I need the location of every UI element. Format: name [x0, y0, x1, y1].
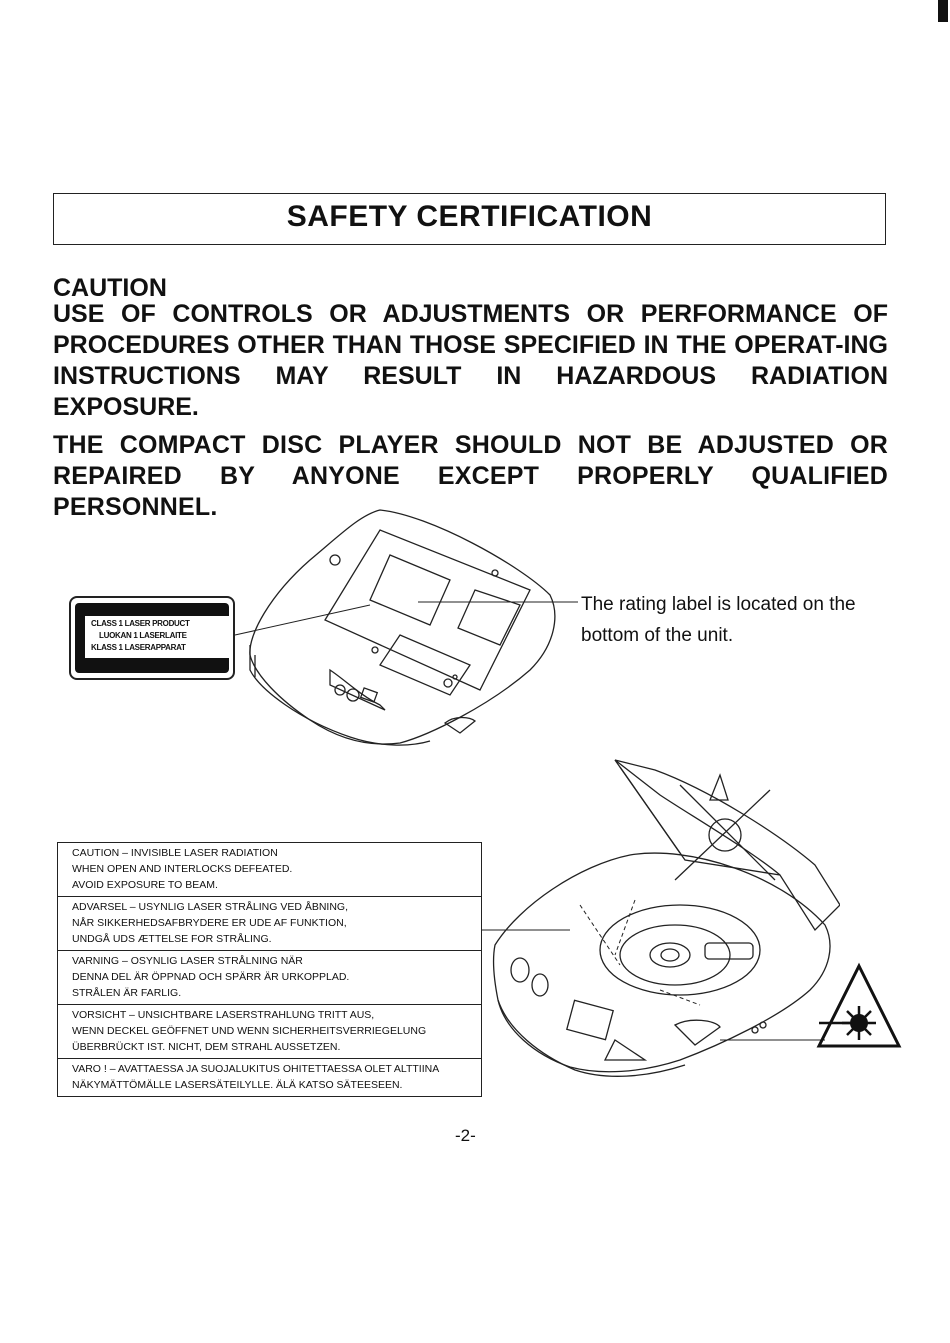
warning-line: DENNA DEL ÄR ÖPPNAD OCH SPÄRR ÄR URKOPPLAD. [72, 971, 350, 983]
warning-line: AVOID EXPOSURE TO BEAM. [72, 879, 218, 891]
warning-cell [58, 897, 482, 951]
warning-line: VARNING – OSYNLIG LASER STRÅLNING NÄR [72, 955, 303, 967]
table-row [58, 1005, 482, 1059]
page-number: -2- [455, 1126, 476, 1145]
warning-line: NÅR SIKKERHEDSAFBRYDERE ER UDE AF FUNKTION, [72, 917, 347, 929]
adjust-warning: THE COMPACT DISC PLAYER SHOULD NOT BE ADJUSTED OR REPAIRED BY ANYONE EXCEPT PROPERLY QUALIFIED PERSONNEL. [53, 431, 888, 521]
table-row [58, 843, 482, 897]
laser-label-line: CLASS 1 LASER PRODUCT [91, 619, 190, 628]
warning-line: VORSICHT – UNSICHTBARE LASERSTRAHLUNG TRITT AUS, [72, 1009, 375, 1021]
warning-line: WHEN OPEN AND INTERLOCKS DEFEATED. [72, 863, 293, 875]
caution-heading: CAUTION [53, 274, 167, 302]
player-bottom-illustration [230, 505, 590, 750]
warning-line: CAUTION – INVISIBLE LASER RADIATION [72, 847, 278, 859]
table-row [58, 1059, 482, 1097]
laser-label-text-area [85, 616, 231, 658]
warning-line: WENN DECKEL GEÖFFNET UND WENN SICHERHEITSVERRIEGELUNG [72, 1025, 427, 1037]
warning-cell [58, 1059, 482, 1097]
page-title: SAFETY CERTIFICATION [286, 200, 653, 233]
laser-label-line: KLASS 1 LASERAPPARAT [91, 643, 186, 652]
corner-mark [938, 0, 948, 22]
warning-line: NÄKYMÄTTÖMÄLLE LASERSÄTEILYLLE. ÄLÄ KATSO SÄTEESEEN. [72, 1079, 403, 1091]
rating-label-note: The rating label is located on the bottom of the unit. [581, 594, 856, 646]
caution-text: USE OF CONTROLS OR ADJUSTMENTS OR PERFORMANCE OF PROCEDURES OTHER THAN THOSE SPECIFIED IN THE OPERAT-ING INSTRUCTIONS MAY RESULT IN HAZARDOUS RADIATION EXPOSURE. [53, 300, 888, 421]
warning-cell [58, 951, 482, 1005]
warning-line: UNDGÅ UDS ÆTTELSE FOR STRÅLING. [72, 933, 272, 945]
warning-line: VARO ! – AVATTAESSA JA SUOJALUKITUS OHITETTAESSA OLET ALTTIINA [72, 1063, 440, 1075]
warning-line: ÜBERBRÜCKT IST. NICHT, DEM STRAHL AUSSETZEN. [72, 1041, 341, 1053]
warning-cell [58, 1005, 482, 1059]
laser-warning-table [57, 842, 482, 1097]
table-row [58, 951, 482, 1005]
player-open-illustration [480, 755, 840, 1090]
warning-line: STRÅLEN ÄR FARLIG. [72, 987, 182, 999]
warning-cell [58, 843, 482, 897]
laser-label-line: LUOKAN 1 LASERLAITE [99, 631, 187, 640]
laser-hazard-triangle-icon [815, 962, 903, 1050]
warning-line: ADVARSEL – USYNLIG LASER STRÅLING VED ÅBNING, [72, 901, 348, 913]
table-row [58, 897, 482, 951]
